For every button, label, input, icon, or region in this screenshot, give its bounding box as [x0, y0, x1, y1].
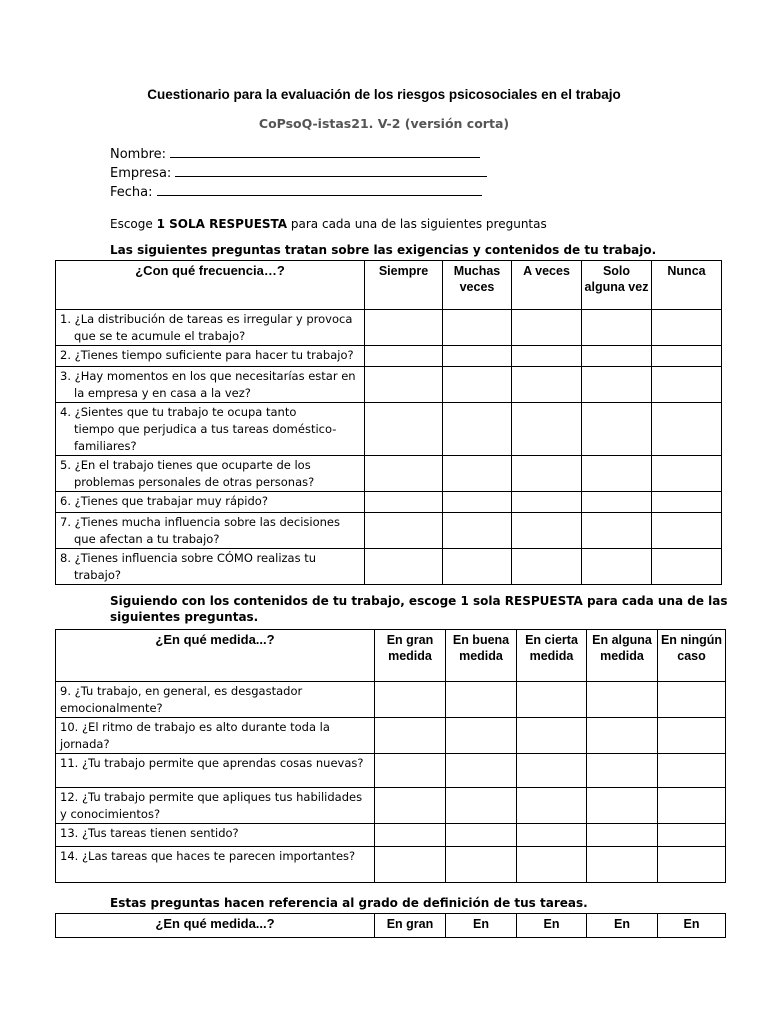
answer-cell[interactable]: [582, 403, 652, 456]
option-header: En: [517, 914, 587, 938]
date-field[interactable]: [110, 184, 482, 200]
question-header: ¿En qué medida...?: [56, 630, 375, 682]
answer-cell[interactable]: [517, 824, 587, 847]
answer-cell[interactable]: [443, 346, 512, 367]
table-row: [56, 847, 726, 883]
answer-cell[interactable]: [446, 718, 517, 754]
answer-cell[interactable]: [582, 367, 652, 403]
option-header: En alguna medida: [587, 630, 658, 682]
answer-cell[interactable]: [582, 456, 652, 492]
answer-cell[interactable]: [587, 754, 658, 788]
question-text: [56, 367, 365, 403]
answer-cell[interactable]: [446, 754, 517, 788]
question-line: 9. ¿Tu trabajo, en general, es desgastador: [60, 684, 303, 698]
table-row: [56, 367, 722, 403]
date-label: Fecha:: [110, 185, 153, 200]
question-text: [56, 824, 375, 847]
table-row: [56, 403, 722, 456]
option-header: En cierta medida: [517, 630, 587, 682]
answer-cell[interactable]: [652, 367, 722, 403]
question-line: 12. ¿Tu trabajo permite que apliques tus habilidades: [60, 790, 363, 804]
answer-cell[interactable]: [658, 718, 726, 754]
option-header: En gran medida: [375, 630, 446, 682]
table-row: [56, 513, 722, 549]
question-line: 8. ¿Tienes influencia sobre CÓMO realizas tu: [60, 551, 317, 565]
answer-cell[interactable]: [652, 310, 722, 346]
answer-cell[interactable]: [375, 754, 446, 788]
table-header-row: [56, 914, 726, 938]
question-line: 14. ¿Las tareas que haces te parecen importantes?: [60, 849, 356, 863]
table-row: [56, 682, 726, 718]
question-line: la empresa y en casa a la vez?: [74, 386, 251, 400]
answer-cell[interactable]: [658, 824, 726, 847]
question-line: y conocimientos?: [60, 807, 161, 821]
company-line[interactable]: [175, 165, 487, 177]
question-text: [56, 549, 365, 585]
question-line: que afectan a tu trabajo?: [74, 532, 220, 546]
answer-cell[interactable]: [443, 403, 512, 456]
section2-intro: Siguiendo con los contenidos de tu trabajo, escoge 1 sola RESPUESTA para cada una de las siguientes preguntas.: [110, 594, 728, 624]
question-text: [56, 754, 375, 788]
question-line: emocionalmente?: [60, 701, 163, 715]
answer-cell[interactable]: [443, 456, 512, 492]
answer-cell[interactable]: [517, 718, 587, 754]
option-header: En buena medida: [446, 630, 517, 682]
answer-cell[interactable]: [365, 513, 443, 549]
answer-cell[interactable]: [658, 682, 726, 718]
question-line: jornada?: [60, 737, 110, 751]
answer-cell[interactable]: [365, 310, 443, 346]
answer-cell[interactable]: [365, 367, 443, 403]
question-header: ¿En qué medida...?: [56, 914, 375, 938]
option-header: En gran: [375, 914, 446, 938]
answer-cell[interactable]: [443, 513, 512, 549]
answer-cell[interactable]: [652, 456, 722, 492]
question-line: 10. ¿El ritmo de trabajo es alto durante toda la: [60, 720, 330, 734]
answer-cell[interactable]: [652, 513, 722, 549]
answer-cell[interactable]: [365, 346, 443, 367]
answer-cell[interactable]: [446, 847, 517, 883]
answer-cell[interactable]: [512, 456, 582, 492]
answer-cell[interactable]: [446, 788, 517, 824]
question-line: 5. ¿En el trabajo tienes que ocuparte de los: [60, 458, 311, 472]
question-line: 11. ¿Tu trabajo permite que aprendas cosas nuevas?: [60, 756, 364, 770]
answer-cell[interactable]: [375, 847, 446, 883]
answer-cell[interactable]: [652, 492, 722, 513]
question-line: 2. ¿Tienes tiempo suficiente para hacer tu trabajo?: [60, 348, 354, 362]
section3-intro: Estas preguntas hacen referencia al grado de definición de tus tareas.: [110, 896, 588, 910]
table-row: [56, 754, 726, 788]
answer-cell[interactable]: [582, 492, 652, 513]
measure-table: [55, 629, 726, 883]
question-text: [56, 310, 365, 346]
question-text: [56, 346, 365, 367]
section1-intro: Las siguientes preguntas tratan sobre las exigencias y contenidos de tu trabajo.: [110, 243, 657, 257]
answer-cell[interactable]: [512, 492, 582, 513]
answer-cell[interactable]: [443, 549, 512, 585]
answer-cell[interactable]: [375, 718, 446, 754]
question-text: [56, 456, 365, 492]
name-label: Nombre:: [110, 147, 167, 162]
instructions: Escoge 1 SOLA RESPUESTA para cada una de las siguientes preguntas: [110, 217, 547, 231]
answer-cell[interactable]: [587, 788, 658, 824]
answer-cell[interactable]: [658, 788, 726, 824]
answer-cell[interactable]: [652, 346, 722, 367]
option-header: A veces: [512, 261, 582, 310]
table-row: [56, 346, 722, 367]
question-header: ¿Con qué frecuencia…?: [56, 261, 365, 310]
table-row: [56, 824, 726, 847]
table-row: [56, 549, 722, 585]
answer-cell[interactable]: [375, 682, 446, 718]
question-line: 3. ¿Hay momentos en los que necesitarías estar en: [60, 369, 356, 383]
question-line: familiares?: [74, 439, 137, 453]
table-row: [56, 310, 722, 346]
table-header-row: [56, 630, 726, 682]
answer-cell[interactable]: [365, 549, 443, 585]
question-line: que se te acumule el trabajo?: [74, 329, 246, 343]
answer-cell[interactable]: [365, 492, 443, 513]
question-text: [56, 788, 375, 824]
answer-cell[interactable]: [512, 367, 582, 403]
answer-cell[interactable]: [512, 403, 582, 456]
company-label: Empresa:: [110, 166, 172, 181]
option-header: Nunca: [652, 261, 722, 310]
option-header: En ningún caso: [658, 630, 726, 682]
table-row: [56, 456, 722, 492]
answer-cell[interactable]: [365, 456, 443, 492]
answer-cell[interactable]: [517, 754, 587, 788]
option-header: En: [658, 914, 726, 938]
question-line: 13. ¿Tus tareas tienen sentido?: [60, 826, 239, 840]
date-line[interactable]: [157, 184, 482, 196]
question-text: [56, 403, 365, 456]
question-text: [56, 492, 365, 513]
answer-cell[interactable]: [446, 824, 517, 847]
answer-cell[interactable]: [517, 847, 587, 883]
table-row: [56, 788, 726, 824]
option-header: Muchas veces: [443, 261, 512, 310]
table-row: [56, 718, 726, 754]
option-header: En: [446, 914, 517, 938]
question-text: [56, 847, 375, 883]
answer-cell[interactable]: [652, 549, 722, 585]
answer-cell[interactable]: [512, 549, 582, 585]
answer-cell[interactable]: [658, 754, 726, 788]
answer-cell[interactable]: [658, 847, 726, 883]
answer-cell[interactable]: [587, 824, 658, 847]
question-line: 7. ¿Tienes mucha influencia sobre las decisiones: [60, 515, 340, 529]
name-field[interactable]: [110, 146, 480, 162]
company-field[interactable]: [110, 165, 487, 181]
answer-cell[interactable]: [375, 824, 446, 847]
name-line[interactable]: [170, 146, 480, 158]
table-row: [56, 492, 722, 513]
table-header-row: [56, 261, 722, 310]
frequency-table: [55, 260, 722, 585]
answer-cell[interactable]: [587, 718, 658, 754]
answer-cell[interactable]: [517, 682, 587, 718]
answer-cell[interactable]: [443, 492, 512, 513]
answer-cell[interactable]: [375, 788, 446, 824]
question-text: [56, 718, 375, 754]
question-line: 6. ¿Tienes que trabajar muy rápido?: [60, 494, 268, 508]
definition-table: [55, 913, 726, 938]
answer-cell[interactable]: [512, 513, 582, 549]
option-header: Solo alguna vez: [582, 261, 652, 310]
answer-cell[interactable]: [652, 403, 722, 456]
answer-cell[interactable]: [443, 310, 512, 346]
question-line: 4. ¿Sientes que tu trabajo te ocupa tanto: [60, 405, 297, 419]
answer-cell[interactable]: [512, 346, 582, 367]
question-line: tiempo que perjudica a tus tareas doméstico-: [74, 422, 337, 436]
question-line: 1. ¿La distribución de tareas es irregular y provoca: [60, 312, 353, 326]
answer-cell[interactable]: [582, 310, 652, 346]
option-header: En: [587, 914, 658, 938]
question-text: [56, 513, 365, 549]
answer-cell[interactable]: [587, 847, 658, 883]
option-header: Siempre: [365, 261, 443, 310]
answer-cell[interactable]: [512, 310, 582, 346]
question-line: trabajo?: [74, 568, 121, 582]
answer-cell[interactable]: [443, 367, 512, 403]
answer-cell[interactable]: [582, 513, 652, 549]
document-subtitle: CoPsoQ-istas21. V-2 (versión corta): [258, 116, 510, 131]
answer-cell[interactable]: [582, 346, 652, 367]
answer-cell[interactable]: [517, 788, 587, 824]
answer-cell[interactable]: [587, 682, 658, 718]
answer-cell[interactable]: [446, 682, 517, 718]
question-text: [56, 682, 375, 718]
answer-cell[interactable]: [582, 549, 652, 585]
answer-cell[interactable]: [365, 403, 443, 456]
document-title: Cuestionario para la evaluación de los riesgos psicosociales en el trabajo: [147, 87, 621, 102]
question-line: problemas personales de otras personas?: [74, 475, 315, 489]
